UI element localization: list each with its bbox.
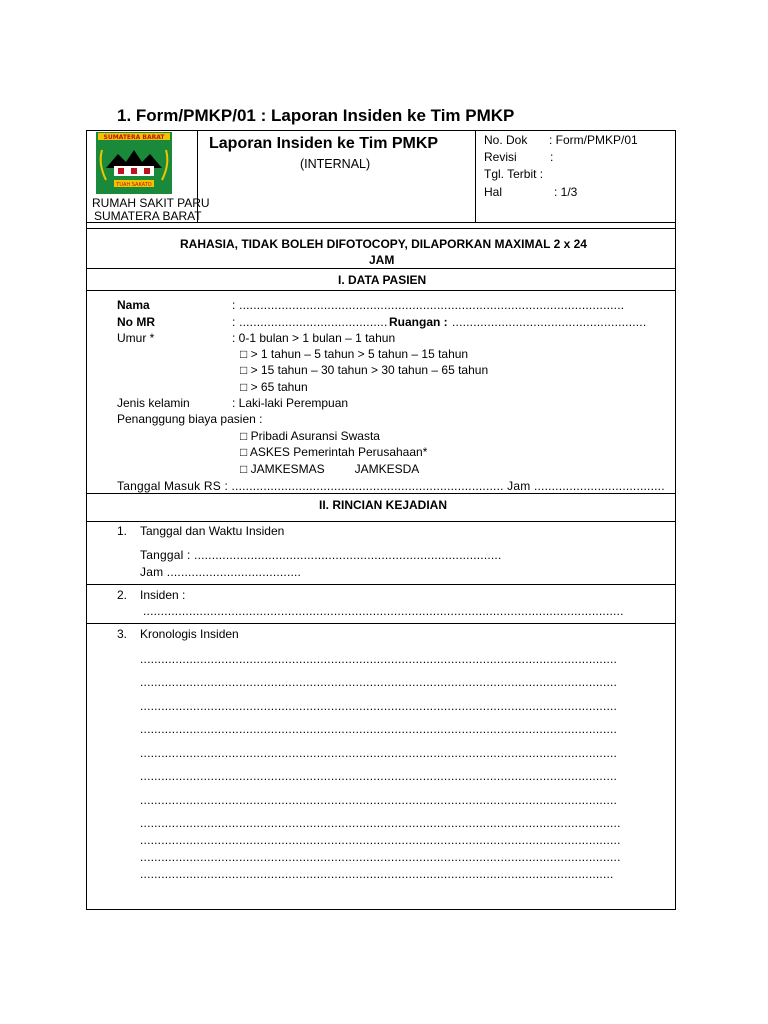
jenis-kelamin-label: Jenis kelamin [117,396,190,410]
umur-option-row1[interactable]: : 0-1 bulan > 1 bulan – 1 tahun [232,331,396,345]
biaya-option-row2[interactable]: □ ASKES Pemerintah Perusahaan* [240,445,428,459]
nama-field[interactable]: : ............................................................................................................. [232,298,625,312]
item1-label: Tanggal dan Waktu Insiden [140,524,285,538]
umur-option-row2[interactable]: □ > 1 tahun – 5 tahun > 5 tahun – 15 tahun [240,347,469,361]
no-mr-label: No MR [117,315,155,329]
jenis-kelamin-options[interactable]: : Laki-laki Perempuan [232,396,349,410]
section2-top-line [86,493,676,494]
nama-label: Nama [117,298,150,312]
tanggal-masuk-field[interactable]: Tanggal Masuk RS : ............................................................................. Jam ..................................... [117,479,665,493]
item1-bottom-line [86,584,676,585]
ruangan-label: Ruangan : [389,315,448,329]
meta-revisi-value: : [550,150,554,164]
meta-revisi-label: Revisi [484,150,517,164]
logo-ribbon-text: TUAH SAKATO [116,182,152,188]
kronologi-line[interactable]: ...................................................................................................................................... [140,867,614,881]
kronologi-line[interactable]: ........................................................................................................................................ [140,816,621,830]
header-divider-right [475,130,476,222]
meta-tgl-terbit-label: Tgl. Terbit : [484,167,544,181]
no-mr-field[interactable]: : .......................................... [232,315,388,329]
jam-insiden-field[interactable]: Jam ...................................... [140,565,302,579]
biaya-option-row3[interactable]: □ JAMKESMAS JAMKESDA [240,462,420,476]
kronologi-line[interactable]: ....................................................................................................................................... [140,675,618,689]
form-title: Laporan Insiden ke Tim PMKP [209,135,439,152]
item2-label: Insiden : [140,588,186,602]
meta-no-dok-value: : Form/PMKP/01 [549,133,638,147]
section1-top-line [86,268,676,269]
umur-option-row4[interactable]: □ > 65 tahun [240,380,308,394]
document-heading: 1. Form/PMKP/01 : Laporan Insiden ke Tim PMKP [117,106,515,125]
kronologi-line[interactable]: ....................................................................................................................................... [140,722,618,736]
form-subtitle: (INTERNAL) [300,157,371,171]
kronologi-line[interactable]: ....................................................................................................................................... [140,652,618,666]
confidential-notice-cont: JAM [369,253,395,267]
penanggung-biaya-label: Penanggung biaya pasien : [117,412,263,426]
meta-no-dok-label: No. Dok [484,133,528,147]
item3-label: Kronologis Insiden [140,627,239,641]
org-name-line2: SUMATERA BARAT [94,209,202,223]
biaya-option-row1[interactable]: □ Pribadi Asuransi Swasta [240,429,380,443]
kronologi-line[interactable]: ....................................................................................................................................... [140,699,618,713]
tanggal-insiden-field[interactable]: Tanggal : ....................................................................................... [140,548,502,562]
ruangan-field[interactable]: ....................................................... [452,315,647,329]
umur-label: Umur * [117,331,155,345]
umur-option-row3[interactable]: □ > 15 tahun – 30 tahun > 30 tahun – 65 tahun [240,363,489,377]
meta-hal-value: : 1/3 [554,185,578,199]
item3-number: 3. [117,627,128,641]
org-name-line1: RUMAH SAKIT PARU [92,196,210,210]
confidential-notice: RAHASIA, TIDAK BOLEH DIFOTOCOPY, DILAPORKAN MAXIMAL 2 x 24 [180,237,587,251]
kronologi-line[interactable]: ....................................................................................................................................... [140,746,618,760]
item2-number: 2. [117,588,128,602]
kronologi-line[interactable]: ....................................................................................................................................... [140,769,618,783]
province-emblem-logo [96,132,172,194]
item2-bottom-line [86,623,676,624]
logo-banner-text: SUMATERA BARAT [103,134,165,141]
kronologi-line[interactable]: ........................................................................................................................................ [140,850,621,864]
insiden-field[interactable]: ........................................................................................................................................ [143,604,624,618]
item1-number: 1. [117,524,128,538]
kronologi-line[interactable]: ........................................................................................................................................ [140,833,621,847]
meta-hal-label: Hal [484,185,503,199]
section-rincian-kejadian-title: II. RINCIAN KEJADIAN [319,498,448,512]
notice-top-line [86,228,676,229]
kronologi-line[interactable]: ....................................................................................................................................... [140,793,618,807]
section-data-pasien-title: I. DATA PASIEN [338,273,427,287]
section1-title-line [86,290,676,291]
section2-title-line [86,521,676,522]
